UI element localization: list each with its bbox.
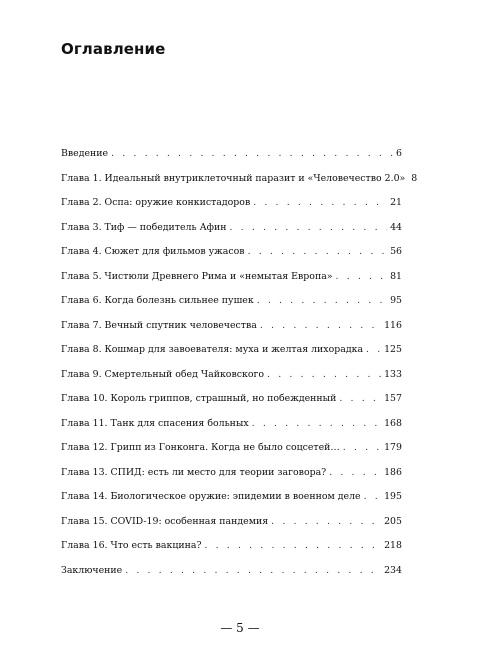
table-of-contents — [61, 148, 418, 589]
toc-entry-page: 195 — [384, 491, 402, 502]
toc-entry-title: Глава 15. COVID-19: особенная пандемия — [61, 515, 269, 527]
page-number: — 5 — — [220, 621, 260, 635]
toc-entry-page: 6 — [396, 148, 402, 159]
toc-entry-title: Глава 11. Танк для спасения больных — [61, 417, 249, 429]
toc-entry-page: 8 — [411, 172, 418, 184]
toc-entry-title: Глава 13. СПИД: есть ли место для теории заговора? — [61, 466, 327, 478]
toc-entry-title: Глава 7. Вечный спутник человечества — [61, 319, 257, 331]
page-title: Оглавление — [61, 40, 166, 58]
dot-leader — [339, 393, 381, 405]
toc-entry-page: 44 — [390, 221, 402, 233]
toc-entry-title: Глава 5. Чистюли Древнего Рима и «немытая Европа» — [61, 270, 333, 282]
toc-entry — [61, 295, 402, 320]
dot-leader — [248, 246, 387, 258]
toc-entry-title: Заключение — [61, 564, 123, 576]
toc-entry-page: 116 — [384, 319, 402, 331]
dot-leader — [111, 148, 393, 160]
dot-leader — [125, 565, 381, 577]
toc-entry-title: Глава 10. Король гриппов, страшный, но побежденный — [61, 393, 337, 404]
dot-leader — [260, 320, 381, 332]
toc-entry — [61, 222, 402, 247]
toc-entry-page: 168 — [384, 417, 402, 429]
toc-entry — [61, 197, 402, 222]
dot-leader — [252, 418, 381, 430]
dot-leader — [230, 222, 388, 234]
toc-entry-page: 56 — [390, 246, 402, 257]
toc-entry — [61, 565, 402, 590]
toc-entry-page: 125 — [384, 344, 402, 355]
toc-entry — [61, 393, 402, 418]
dot-leader — [257, 295, 387, 307]
toc-entry — [61, 491, 402, 516]
toc-entry — [61, 540, 402, 565]
toc-entry-title: Глава 4. Сюжет для фильмов ужасов — [61, 246, 245, 257]
dot-leader — [364, 491, 382, 503]
toc-entry-page: 95 — [390, 295, 402, 306]
toc-entry — [61, 172, 418, 198]
toc-entry-page: 157 — [384, 393, 402, 404]
toc-entry-page: 234 — [384, 564, 402, 576]
toc-entry-title: Глава 6. Когда болезнь сильнее пушек — [61, 295, 254, 306]
toc-entry-page: 81 — [390, 270, 402, 282]
toc-entry — [61, 320, 402, 345]
toc-entry-title: Глава 3. Тиф — победитель Афин — [61, 221, 227, 233]
toc-entry — [61, 271, 402, 296]
toc-entry-title: Глава 9. Смертельный обед Чайковского — [61, 368, 265, 380]
toc-entry — [61, 148, 402, 173]
toc-entry-page: 186 — [384, 466, 402, 478]
toc-entry-title: Глава 16. Что есть вакцина? — [61, 540, 202, 551]
toc-entry — [61, 246, 402, 271]
dot-leader — [253, 197, 387, 209]
dot-leader — [329, 467, 381, 479]
toc-entry-title: Глава 8. Кошмар для завоевателя: муха и желтая лихорадка — [61, 344, 364, 355]
toc-entry — [61, 344, 402, 369]
toc-entry — [61, 369, 402, 394]
toc-entry-page: 21 — [390, 197, 402, 208]
toc-entry-title: Глава 2. Оспа: оружие конкистадоров — [61, 197, 251, 208]
toc-entry-page: 133 — [384, 368, 402, 380]
dot-leader — [267, 369, 381, 381]
dot-leader — [271, 516, 381, 528]
toc-entry-page: 205 — [384, 515, 402, 527]
toc-entry-page: 218 — [384, 540, 402, 551]
toc-entry-title: Введение — [61, 148, 109, 159]
toc-entry-title: Глава 1. Идеальный внутриклеточный паразит и «Человечество 2.0» — [61, 172, 406, 184]
toc-entry — [61, 516, 402, 541]
toc-entry-title: Глава 14. Биологическое оружие: эпидемии в военном деле — [61, 491, 361, 502]
dot-leader — [336, 271, 388, 283]
toc-entry — [61, 442, 402, 467]
dot-leader — [366, 344, 381, 356]
toc-entry-page: 179 — [384, 442, 402, 453]
toc-entry — [61, 418, 402, 443]
toc-entry-title: Глава 12. Грипп из Гонконга. Когда не было соцсетей… — [61, 442, 340, 453]
dot-leader — [204, 540, 381, 552]
dot-leader — [343, 442, 381, 454]
toc-entry — [61, 467, 402, 492]
